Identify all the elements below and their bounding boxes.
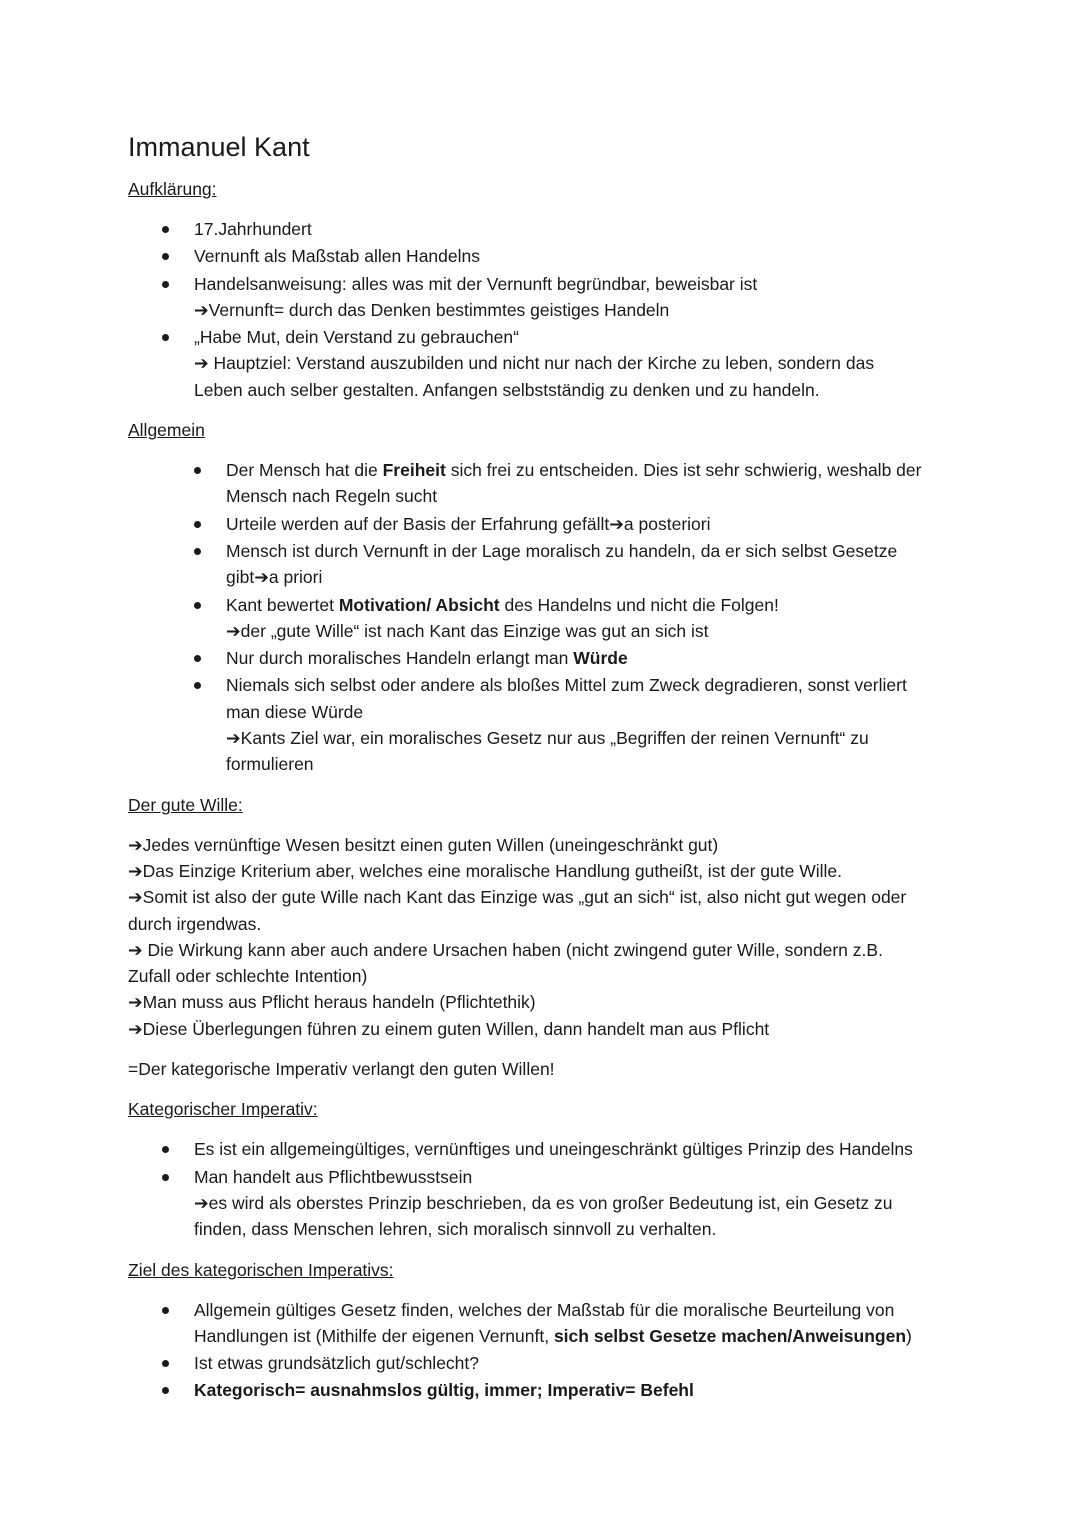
list-item: „Habe Mut, dein Verstand zu gebrauchen“ ➔ Hauptziel: Verstand auszubilden und nicht nur nach der Kirche zu leben, sondern das Leben auch selber gestalten. Anfangen selbstständig zu denken und zu handeln. [194, 324, 958, 403]
text-line: ➔ Die Wirkung kann aber auch andere Ursachen haben (nicht zwingend guter Wille, sondern z.B. [128, 939, 883, 960]
text-line: ➔Somit ist also der gute Wille nach Kant das Einzige was „gut an sich“ ist, also nicht gut wegen oder [128, 887, 907, 908]
list-item: Man handelt aus Pflichtbewusstsein ➔es wird als oberstes Prinzip beschrieben, da es von großer Bedeutung ist, ein Gesetz zu finden, dass Menschen lehren, sich moralisch sinnvoll zu verhalten. [194, 1164, 958, 1243]
bullet-icon [162, 334, 169, 341]
list-item: Kategorisch= ausnahmslos gültig, immer; Imperativ= Befehl [194, 1377, 958, 1403]
bullet-icon [194, 467, 201, 474]
ziel-list [194, 1297, 958, 1404]
list-item: Nur durch moralisches Handeln erlangt man Würde [226, 645, 958, 671]
list-item: Urteile werden auf der Basis der Erfahrung gefällt➔a posteriori [226, 511, 958, 537]
bullet-icon [162, 281, 169, 288]
bullet-icon [194, 682, 201, 689]
bullet-icon [194, 521, 201, 528]
heading-guter-wille: Der gute Wille: [128, 794, 243, 815]
conclusion-text: =Der kategorische Imperativ verlangt den guten Willen! [128, 1059, 555, 1080]
bullet-icon [162, 253, 169, 260]
text-line: ➔Diese Überlegungen führen zu einem guten Willen, dann handelt man aus Pflicht [128, 1018, 770, 1039]
guter-wille-text [128, 832, 958, 1042]
allgemein-list [226, 457, 958, 778]
list-item: Der Mensch hat die Freiheit sich frei zu entscheiden. Dies ist sehr schwierig, weshalb der Mensch nach Regeln sucht [226, 457, 958, 510]
bullet-icon [162, 1307, 169, 1314]
heading-allgemein: Allgemein [128, 420, 205, 441]
bullet-icon [194, 655, 201, 662]
bullet-icon [162, 1360, 169, 1367]
document-page [128, 128, 958, 1418]
text-line: ➔Das Einzige Kriterium aber, welches eine moralische Handlung gutheißt, ist der gute Wille. [128, 860, 843, 881]
heading-ziel: Ziel des kategorischen Imperativs: [128, 1259, 394, 1280]
list-item: Mensch ist durch Vernunft in der Lage moralisch zu handeln, da er sich selbst Gesetze gibt➔a priori [226, 538, 958, 591]
imperativ-list [194, 1136, 958, 1242]
list-item: 17.Jahrhundert [194, 216, 958, 242]
text-line: ➔Jedes vernünftige Wesen besitzt einen guten Willen (uneingeschränkt gut) [128, 834, 719, 855]
aufklaerung-list [194, 216, 958, 403]
bullet-icon [162, 226, 169, 233]
heading-imperativ: Kategorischer Imperativ: [128, 1099, 318, 1120]
list-item: Niemals sich selbst oder andere als bloßes Mittel zum Zweck degradieren, sonst verliert man diese Würde ➔Kants Ziel war, ein moralisches Gesetz nur aus „Begriffen der reinen Vernunft“ zu formulieren [226, 672, 958, 777]
list-item: Allgemein gültiges Gesetz finden, welches der Maßstab für die moralische Beurteilung von Handlungen ist (Mithilfe der eigenen Vernunft, sich selbst Gesetze machen/Anweisungen) [194, 1297, 958, 1350]
bullet-icon [162, 1174, 169, 1181]
list-item: Es ist ein allgemeingültiges, vernünftiges und uneingeschränkt gültiges Prinzip des Handelns [194, 1136, 958, 1162]
list-item: Ist etwas grundsätzlich gut/schlecht? [194, 1350, 958, 1376]
page-title: Immanuel Kant [128, 132, 310, 162]
text-line: durch irgendwas. [128, 913, 262, 934]
bullet-icon [162, 1146, 169, 1153]
bullet-icon [162, 1387, 169, 1394]
bullet-icon [194, 548, 201, 555]
list-item: Handelsanweisung: alles was mit der Vernunft begründbar, beweisbar ist ➔Vernunft= durch das Denken bestimmtes geistiges Handeln [194, 271, 958, 324]
bullet-icon [194, 602, 201, 609]
list-item: Kant bewertet Motivation/ Absicht des Handelns und nicht die Folgen! ➔der „gute Wille“ ist nach Kant das Einzige was gut an sich ist [226, 592, 958, 645]
list-item: Vernunft als Maßstab allen Handelns [194, 243, 958, 269]
heading-aufklaerung: Aufklärung: [128, 179, 217, 199]
text-line: Zufall oder schlechte Intention) [128, 966, 368, 987]
text-line: ➔Man muss aus Pflicht heraus handeln (Pflichtethik) [128, 992, 536, 1013]
